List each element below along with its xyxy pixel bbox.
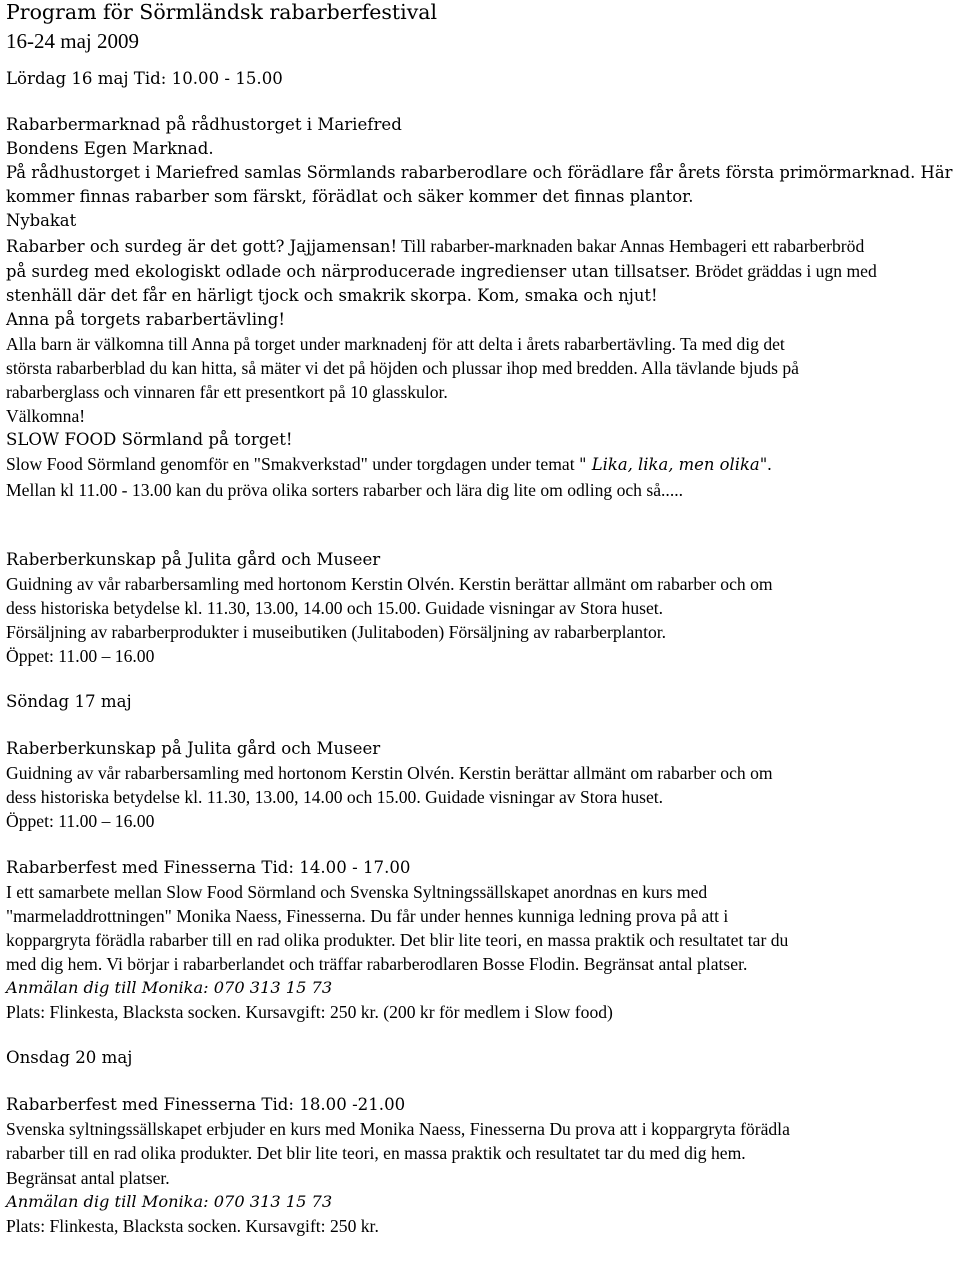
julita-section-sunday xyxy=(6,737,954,833)
market-text-line: kommer finnas rabarber som färskt, förädlat och säker kommer det finnas plantor. xyxy=(6,187,694,207)
market-text-line: På rådhustorget i Mariefred samlas Sörmlands rabarberodlare och förädlare får årets första primörmarknad. Här xyxy=(6,163,953,183)
saturday-header: Lördag 16 maj Tid: 10.00 - 15.00 xyxy=(6,69,283,88)
market-subheading: Bondens Egen Marknad. xyxy=(6,139,214,159)
bread-oven: Brödet gräddas i ugn med xyxy=(690,260,877,281)
signup-text: Anmälan dig till Monika: 070 313 15 73 xyxy=(6,1191,333,1211)
welcome-text: Välkomna! xyxy=(6,406,86,427)
fest-section-sunday xyxy=(6,856,954,1025)
bread-text-line xyxy=(6,234,954,259)
fest-text-line: Svenska syltningssällskapet erbjuder en kurs med Monika Naess, Finesserna Du prova att i koppargryta förädla xyxy=(6,1119,790,1140)
document-title: Program för Sörmländsk rabarberfestival xyxy=(6,0,438,24)
julita-hours: Öppet: 11.00 – 16.00 xyxy=(6,645,155,666)
bread-text-line: stenhäll där det får en härligt tjock och smakrik skorpa. Kom, smaka och njut! xyxy=(6,285,658,305)
slowfood-text-line xyxy=(6,452,954,477)
slowfood-theme: " Lika, lika, men olika" xyxy=(579,455,768,475)
bread-question: Rabarber och surdeg är det gott? Jajjamensan! xyxy=(6,236,398,256)
slowfood-intro: Slow Food Sörmland genomför en "Smakverkstad" under torgdagen under temat xyxy=(6,454,580,475)
fest-text-line: med dig hem. Vi börjar i rabarberlandet och träffar rabarberodlaren Bosse Flodin. Begränsat antal platser. xyxy=(6,953,748,974)
bread-text-line xyxy=(6,259,954,284)
slowfood-heading: SLOW FOOD Sörmland på torget! xyxy=(6,430,293,450)
anna-text-line: största rabarberblad du kan hitta, så mäter vi det på höjden och plussar ihop med bredden. Alla tävlande bjuds på xyxy=(6,358,799,379)
slowfood-period: . xyxy=(767,454,772,475)
signup-text: Anmälan dig till Monika: 070 313 15 73 xyxy=(6,978,333,997)
fest-text-line: rabarber till en rad olika produkter. Det blir lite teori, en massa praktik och resultatet tar du med dig hem. xyxy=(6,1143,746,1164)
anna-text-line: rabarberglass och vinnaren får ett presentkort på 10 glasskulor. xyxy=(6,382,448,403)
place-text: Plats: Flinkesta, Blacksta socken. Kursavgift: 250 kr. (200 kr för medlem i Slow food) xyxy=(6,1002,613,1023)
julita-text-line: Guidning av vår rabarbersamling med hortonom Kerstin Olvén. Kerstin berättar allmänt om rabarber och om xyxy=(6,763,773,784)
slowfood-text-line: Mellan kl 11.00 - 13.00 kan du pröva olika sorters rabarber och lära dig lite om odling och så..... xyxy=(6,479,684,500)
julita-heading: Raberberkunskap på Julita gård och Museer xyxy=(6,739,381,759)
fest-text-line: I ett samarbete mellan Slow Food Sörmland och Svenska Syltningssällskapet anordnas en kurs med xyxy=(6,881,708,902)
anna-heading: Anna på torgets rabarbertävling! xyxy=(6,309,285,329)
fest-heading: Rabarberfest med Finesserna Tid: 14.00 - 17.00 xyxy=(6,857,411,877)
festival-dates: 16-24 maj 2009 xyxy=(6,29,139,53)
nybakat-label: Nybakat xyxy=(6,211,77,231)
fest-text-line: koppargryta förädla rabarber till en rad olika produkter. Det blir lite teori, en massa praktik och resultatet tar du xyxy=(6,929,789,950)
sunday-header: Söndag 17 maj xyxy=(6,692,132,712)
julita-text-line: Guidning av vår rabarbersamling med hortonom Kerstin Olvén. Kerstin berättar allmänt om rabarber och om xyxy=(6,573,773,594)
julita-hours: Öppet: 11.00 – 16.00 xyxy=(6,811,155,832)
bread-ingredients: på surdeg med ekologiskt odlade och närproducerade ingredienser utan tillsatser. xyxy=(6,261,691,281)
anna-text-line: Alla barn är välkomna till Anna på torget under marknadenj för att delta i årets rabarbertävling. Ta med dig det xyxy=(6,333,785,354)
market-heading: Rabarbermarknad på rådhustorget i Mariefred xyxy=(6,115,402,135)
fest-heading: Rabarberfest med Finesserna Tid: 18.00 -21.00 xyxy=(6,1095,406,1115)
julita-text-line: Försäljning av rabarberprodukter i museibutiken (Julitaboden) Försäljning av rabarberplantor. xyxy=(6,621,667,642)
program-document xyxy=(6,0,954,1238)
fest-text-line: Begränsat antal platser. xyxy=(6,1167,170,1188)
fest-text-line: "marmeladdrottningen" Monika Naess, Finesserna. Du får under hennes kunniga ledning prova på att i xyxy=(6,905,729,926)
julita-heading: Raberberkunskap på Julita gård och Museer xyxy=(6,549,381,569)
fest-section-wednesday xyxy=(6,1093,954,1238)
place-text: Plats: Flinkesta, Blacksta socken. Kursavgift: 250 kr. xyxy=(6,1215,379,1236)
wednesday-header: Onsdag 20 maj xyxy=(6,1048,133,1068)
julita-text-line: dess historiska betydelse kl. 11.30, 13.00, 14.00 och 15.00. Guidade visningar av Stora huset. xyxy=(6,787,664,808)
julita-text-line: dess historiska betydelse kl. 11.30, 13.00, 14.00 och 15.00. Guidade visningar av Stora huset. xyxy=(6,597,664,618)
julita-section-saturday xyxy=(6,548,954,668)
market-section xyxy=(6,113,954,502)
bread-intro: Till rabarber-marknaden bakar Annas Hembageri ett rabarberbröd xyxy=(397,235,865,256)
